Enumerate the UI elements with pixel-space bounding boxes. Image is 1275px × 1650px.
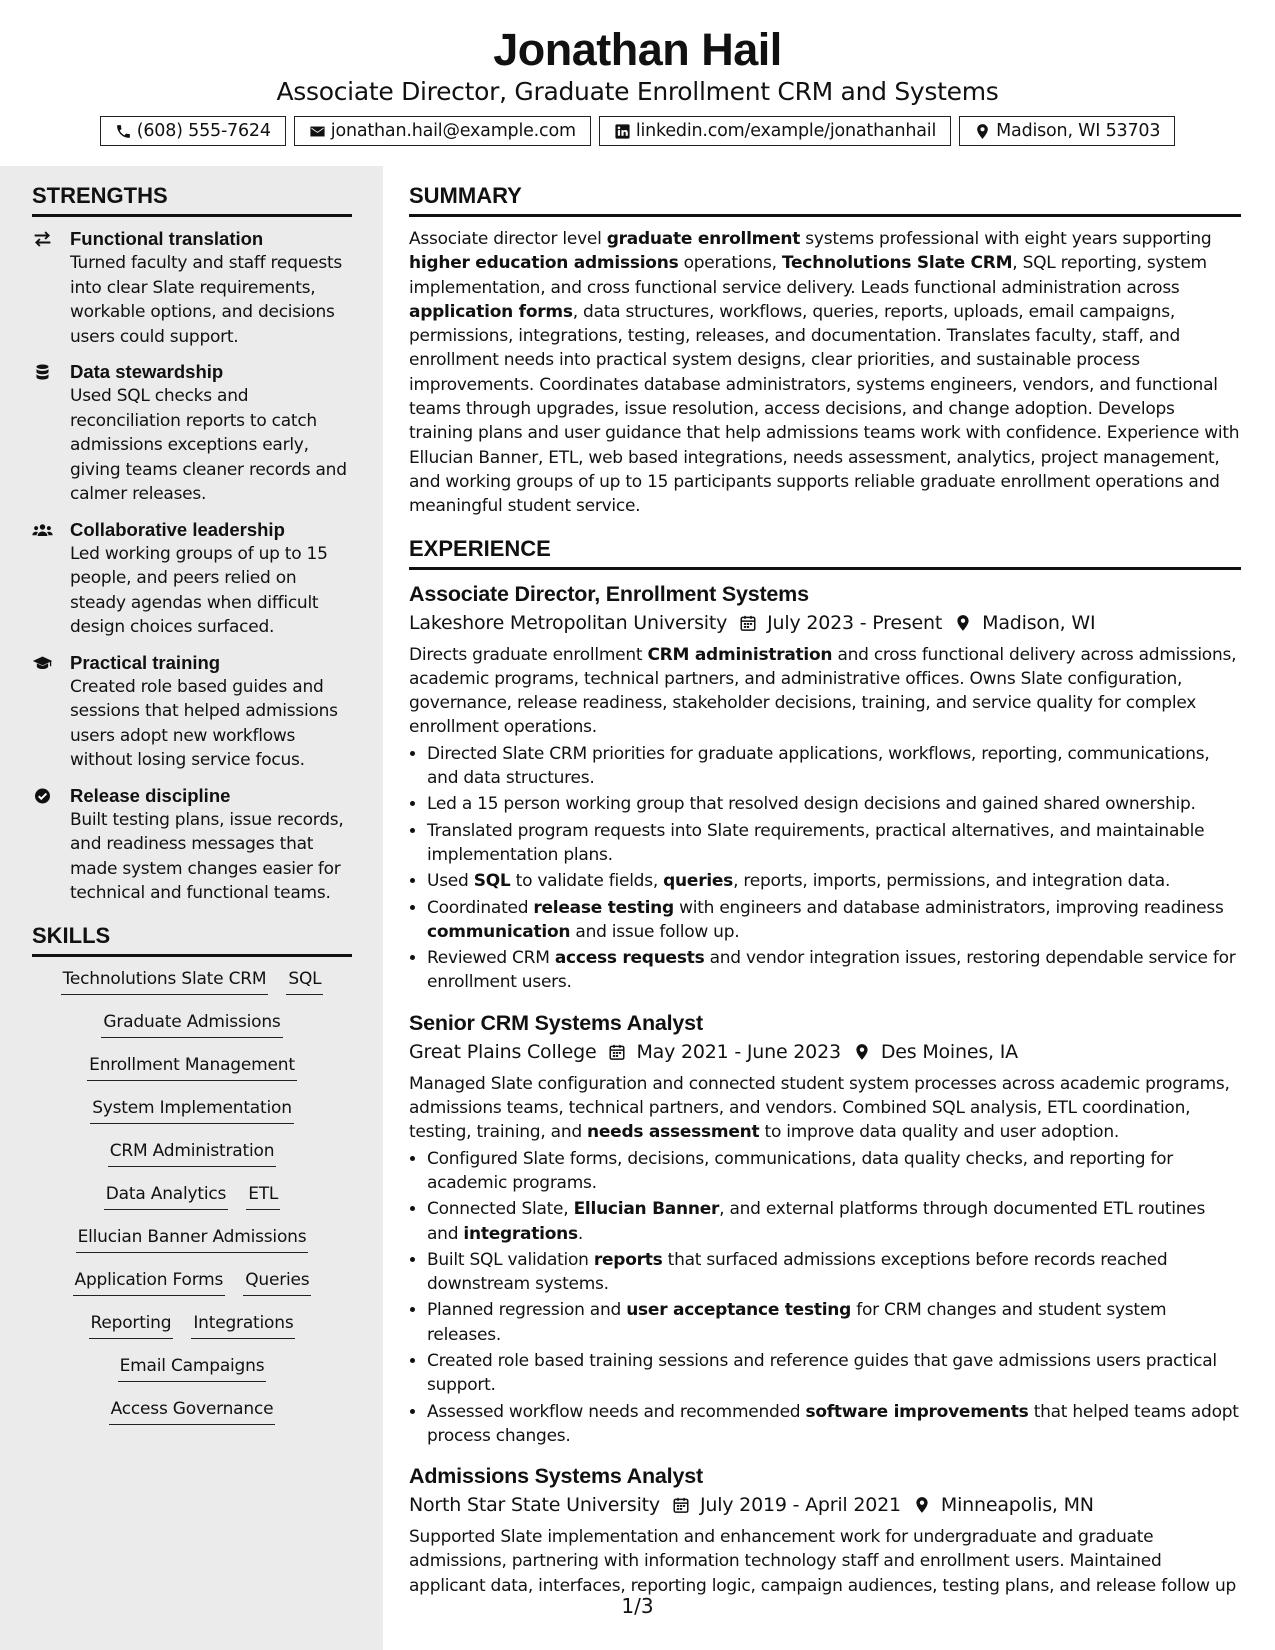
job-bullet: • Directed Slate CRM priorities for graduate applications, workflows, reporting, communications, and data structures. bbox=[427, 742, 1241, 791]
skills-list bbox=[32, 967, 352, 1425]
job-bullet: • Planned regression and user acceptance testing for CRM changes and student system releases. bbox=[427, 1298, 1241, 1347]
job-title: Admissions Systems Analyst bbox=[409, 1464, 703, 1489]
main-column bbox=[409, 182, 1241, 1612]
job-entry bbox=[409, 1009, 1241, 1448]
job-title: Senior CRM Systems Analyst bbox=[409, 1010, 703, 1035]
linkedin-icon bbox=[614, 123, 631, 140]
strength-item bbox=[32, 651, 352, 773]
job-organization: North Star State University bbox=[409, 1494, 660, 1517]
job-bullet: • Connected Slate, Ellucian Banner, and external platforms through documented ETL routines and integrations. bbox=[427, 1197, 1241, 1246]
location-pin-icon bbox=[901, 1495, 941, 1515]
envelope-icon bbox=[309, 123, 326, 140]
job-organization: Lakeshore Metropolitan University bbox=[409, 611, 728, 634]
job-bullet: • Used SQL to validate fields, queries, reports, imports, permissions, and integration data. bbox=[427, 869, 1241, 893]
calendar-icon bbox=[727, 613, 767, 633]
experience-heading: EXPERIENCE bbox=[409, 535, 1241, 570]
skill-tag: Data Analytics bbox=[104, 1182, 228, 1210]
users-group-icon bbox=[32, 518, 70, 640]
job-description: Supported Slate implementation and enhancement work for undergraduate and graduate admissions, partnering with information technology staff and enrollment users. Maintained applicant data, interfaces, reporting logic, campaign audiences, testing plans, and release follow up bbox=[409, 1527, 1237, 1596]
job-location: Minneapolis, MN bbox=[940, 1494, 1094, 1517]
contact-text: (608) 555-7624 bbox=[136, 121, 271, 141]
skill-tag: SQL bbox=[286, 967, 323, 995]
experience-list bbox=[409, 580, 1241, 1599]
strength-title: Collaborative leadership bbox=[70, 518, 285, 540]
skill-tag: System Implementation bbox=[90, 1096, 294, 1124]
strength-item bbox=[32, 518, 352, 640]
job-bullet: • Assessed workflow needs and recommended software improvements that helped teams adopt process changes. bbox=[427, 1400, 1241, 1449]
skill-tag: CRM Administration bbox=[108, 1139, 277, 1167]
job-bullet: • Coordinated release testing with engineers and database administrators, improving readiness communication and issue follow up. bbox=[427, 896, 1241, 945]
job-dates: July 2023 - Present bbox=[767, 611, 943, 634]
skill-tag: Ellucian Banner Admissions bbox=[76, 1225, 309, 1253]
strength-item bbox=[32, 360, 352, 507]
skill-tag: Access Governance bbox=[109, 1397, 276, 1425]
contact-item[interactable] bbox=[959, 116, 1175, 146]
phone-icon bbox=[115, 123, 132, 140]
job-bullet: • Translated program requests into Slate requirements, practical alternatives, and maintainable implementation plans. bbox=[427, 819, 1241, 868]
candidate-name: Jonathan Hail bbox=[493, 24, 782, 75]
contact-text: Madison, WI 53703 bbox=[996, 121, 1161, 141]
database-icon bbox=[32, 360, 70, 507]
calendar-icon bbox=[596, 1042, 636, 1062]
check-circle-icon bbox=[32, 784, 70, 906]
strength-title: Practical training bbox=[70, 651, 221, 673]
job-meta bbox=[409, 1490, 1241, 1520]
skill-row bbox=[32, 1354, 352, 1382]
skills-heading: SKILLS bbox=[32, 922, 352, 957]
page-number: 1/3 bbox=[621, 1594, 654, 1618]
skill-row bbox=[32, 1096, 352, 1124]
skill-tag: Queries bbox=[243, 1268, 311, 1296]
strength-description: Led working groups of up to 15 people, and peers relied on steady agendas when difficult design choices surfaced. bbox=[70, 543, 328, 637]
skill-tag: Reporting bbox=[89, 1311, 174, 1339]
skill-row bbox=[32, 1053, 352, 1081]
skill-row bbox=[32, 1268, 352, 1296]
job-bullets bbox=[409, 742, 1241, 995]
strength-title: Release discipline bbox=[70, 784, 231, 806]
job-description: Directs graduate enrollment CRM administration and cross functional delivery across admissions, academic programs, technical partners, and administrative offices. Owns Slate configuration, governance, release readiness, stakeholder decisions, training, and service quality for complex enrollment operations. bbox=[409, 644, 1237, 738]
location-pin-icon bbox=[942, 613, 982, 633]
job-meta bbox=[409, 1037, 1241, 1067]
contact-item[interactable] bbox=[599, 116, 951, 146]
skill-tag: ETL bbox=[246, 1182, 280, 1210]
skill-row bbox=[32, 967, 352, 995]
job-bullet: • Configured Slate forms, decisions, communications, data quality checks, and reporting for academic programs. bbox=[427, 1147, 1241, 1196]
sidebar bbox=[32, 182, 352, 1440]
location-pin-icon bbox=[841, 1042, 881, 1062]
skill-row bbox=[32, 1397, 352, 1425]
job-organization: Great Plains College bbox=[409, 1040, 597, 1063]
job-bullet: • Created role based training sessions and reference guides that gave admissions users practical support. bbox=[427, 1349, 1241, 1398]
strength-title: Data stewardship bbox=[70, 361, 224, 382]
resume-header bbox=[0, 0, 1275, 146]
strength-description: Created role based guides and sessions that helped admissions users adopt new workflows without losing service focus. bbox=[70, 676, 338, 770]
skill-row bbox=[32, 1010, 352, 1038]
job-bullets bbox=[409, 1147, 1241, 1449]
strength-description: Used SQL checks and reconciliation reports to catch admissions exceptions early, giving teams cleaner records and calmer releases. bbox=[70, 386, 347, 504]
job-bullet: • Reviewed CRM access requests and vendor integration issues, restoring dependable service for enrollment users. bbox=[427, 946, 1241, 995]
summary-heading: SUMMARY bbox=[409, 182, 1241, 217]
job-description: Managed Slate configuration and connected student system processes across academic programs, admissions teams, technical partners, and vendors. Combined SQL analysis, ETL coordination, testing, training, and needs assessment to improve data quality and user adoption. bbox=[409, 1073, 1230, 1143]
skill-tag: Graduate Admissions bbox=[101, 1010, 282, 1038]
job-entry bbox=[409, 1462, 1241, 1598]
contact-text: jonathan.hail@example.com bbox=[330, 121, 576, 141]
arrows-exchange-icon bbox=[32, 227, 70, 349]
strength-title: Functional translation bbox=[70, 228, 264, 249]
contact-bar bbox=[0, 116, 1275, 146]
contact-item[interactable] bbox=[294, 116, 591, 146]
job-dates: July 2019 - April 2021 bbox=[699, 1494, 901, 1517]
strength-item bbox=[32, 227, 352, 349]
job-bullet: • Built SQL validation reports that surfaced admissions exceptions before records reached downstream systems. bbox=[427, 1248, 1241, 1297]
job-meta bbox=[409, 608, 1241, 638]
job-location: Madison, WI bbox=[982, 611, 1096, 634]
skill-row bbox=[32, 1311, 352, 1339]
contact-item[interactable] bbox=[100, 116, 286, 146]
skill-tag: Email Campaigns bbox=[118, 1354, 267, 1382]
strength-description: Built testing plans, issue records, and readiness messages that made system changes easier for technical and functional teams. bbox=[70, 809, 344, 903]
job-title: Associate Director, Enrollment Systems bbox=[409, 581, 809, 606]
skill-tag: Enrollment Management bbox=[87, 1053, 297, 1081]
job-location: Des Moines, IA bbox=[880, 1040, 1018, 1063]
candidate-title: Associate Director, Graduate Enrollment CRM and Systems bbox=[276, 77, 999, 106]
strengths-heading: STRENGTHS bbox=[32, 182, 352, 217]
contact-text: linkedin.com/example/jonathanhail bbox=[635, 121, 937, 141]
skill-row bbox=[32, 1225, 352, 1253]
skill-tag: Integrations bbox=[191, 1311, 295, 1339]
skill-tag: Technolutions Slate CRM bbox=[61, 967, 269, 995]
strengths-list bbox=[32, 227, 352, 906]
job-bullet: • Led a 15 person working group that resolved design decisions and gained shared ownership. bbox=[427, 792, 1241, 816]
skill-row bbox=[32, 1139, 352, 1167]
calendar-icon bbox=[660, 1495, 700, 1515]
strength-description: Turned faculty and staff requests into clear Slate requirements, workable options, and decisions users could support. bbox=[70, 253, 343, 347]
skill-tag: Application Forms bbox=[73, 1268, 226, 1296]
summary-text: Associate director level graduate enrollment systems professional with eight years supporting higher education admissions operations, Technolutions Slate CRM, SQL reporting, system implementation, and cross functional service delivery. Leads functional administration across application forms, data structures, workflows, queries, reports, uploads, email campaigns, permissions, integrations, testing, releases, and documentation. Translates faculty, staff, and enrollment needs into practical system designs, clear priorities, and sustainable process improvements. Coordinates database administrators, systems engineers, vendors, and functional teams through upgrades, issue resolution, access decisions, and change adoption. Develops training plans and user guidance that help admissions teams work with confidence. Experience with Ellucian Banner, ETL, web based integrations, needs assessment, analytics, project management, and working groups of up to 15 participants supports reliable graduate enrollment operations and meaningful student service. bbox=[409, 229, 1240, 517]
job-dates: May 2021 - June 2023 bbox=[636, 1040, 841, 1063]
location-pin-icon bbox=[974, 123, 991, 140]
graduation-cap-icon bbox=[32, 651, 70, 773]
skill-row bbox=[32, 1182, 352, 1210]
strength-item bbox=[32, 784, 352, 906]
job-entry bbox=[409, 580, 1241, 995]
